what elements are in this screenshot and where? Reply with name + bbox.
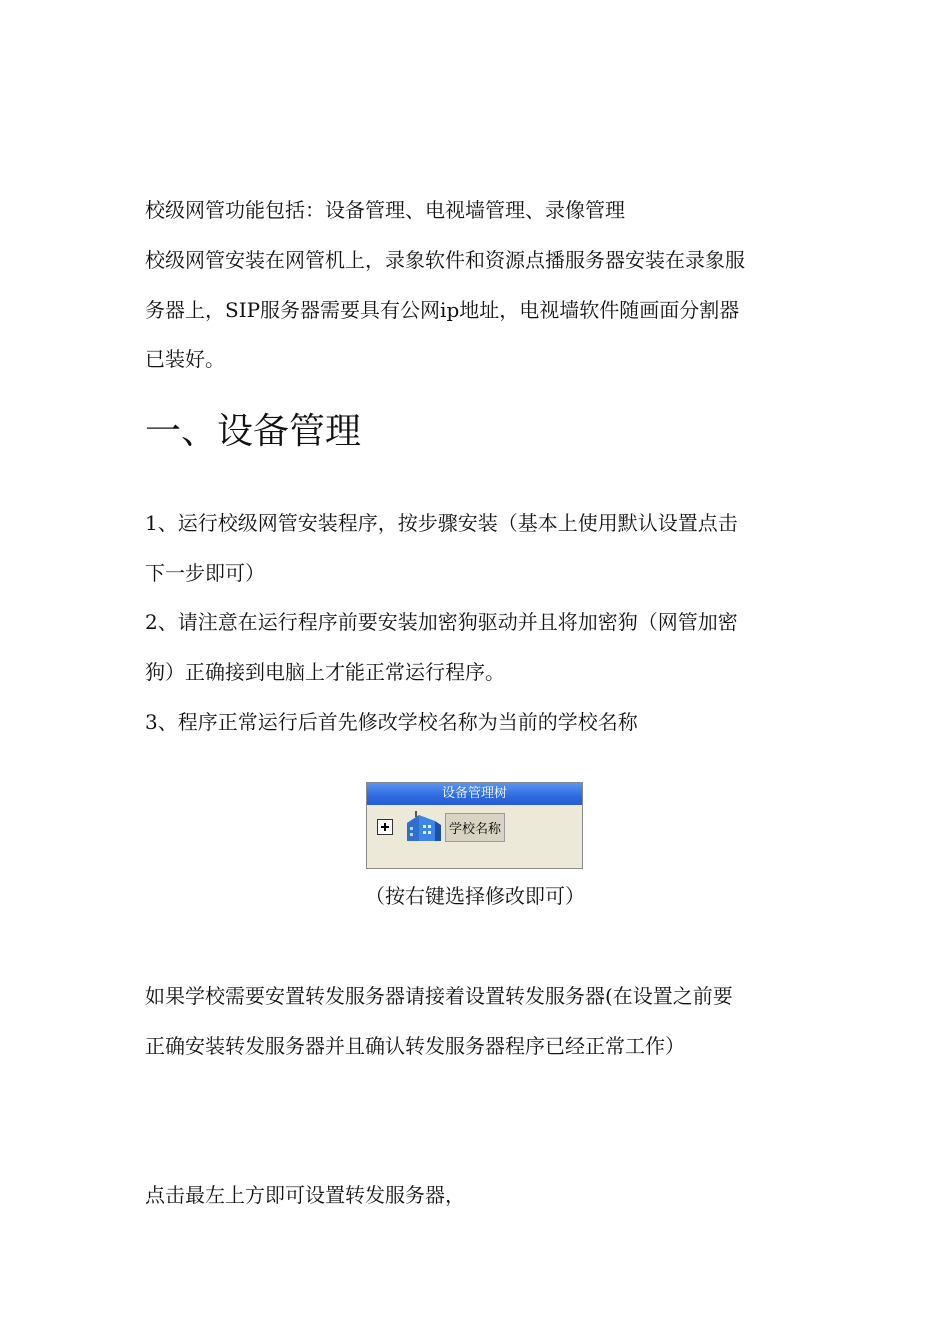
plus-box-icon (377, 819, 393, 835)
step3-line-1: 3、程序正常运行后首先修改学校名称为当前的学校名称 (145, 710, 638, 734)
device-tree-title: 设备管理树 (367, 783, 582, 805)
section-heading: 一、设备管理 (145, 411, 362, 452)
school-name-label: 学校名称 (445, 813, 505, 842)
step1-line-2: 下一步即可） (145, 561, 265, 585)
tree-node-school (377, 811, 505, 843)
step1-line-1: 1、运行校级网管安装程序，按步骤安装（基本上使用默认设置点击 (145, 511, 738, 535)
forward-line-1: 如果学校需要安置转发服务器请接着设置转发服务器(在设置之前要 (145, 984, 733, 1008)
screenshot-caption: （按右键选择修改即可） (365, 884, 585, 908)
device-tree-screenshot (366, 782, 583, 869)
step2-line-2: 狗）正确接到电脑上才能正常运行程序。 (145, 660, 505, 684)
intro-line-4: 已装好。 (145, 347, 225, 371)
intro-line-1: 校级网管功能包括：设备管理、电视墙管理、录像管理 (145, 198, 625, 222)
step2-line-1: 2、请注意在运行程序前要安装加密狗驱动并且将加密狗（网管加密 (145, 610, 738, 634)
forward-line-2: 正确安装转发服务器并且确认转发服务器程序已经正常工作） (145, 1034, 685, 1058)
intro-line-2: 校级网管安装在网管机上，录象软件和资源点播服务器安装在录象服 (145, 248, 745, 272)
final-line-1: 点击最左上方即可设置转发服务器， (145, 1183, 465, 1207)
school-building-icon (405, 811, 443, 843)
intro-line-3: 务器上，SIP服务器需要具有公网ip地址，电视墙软件随画面分割器 (145, 298, 740, 322)
